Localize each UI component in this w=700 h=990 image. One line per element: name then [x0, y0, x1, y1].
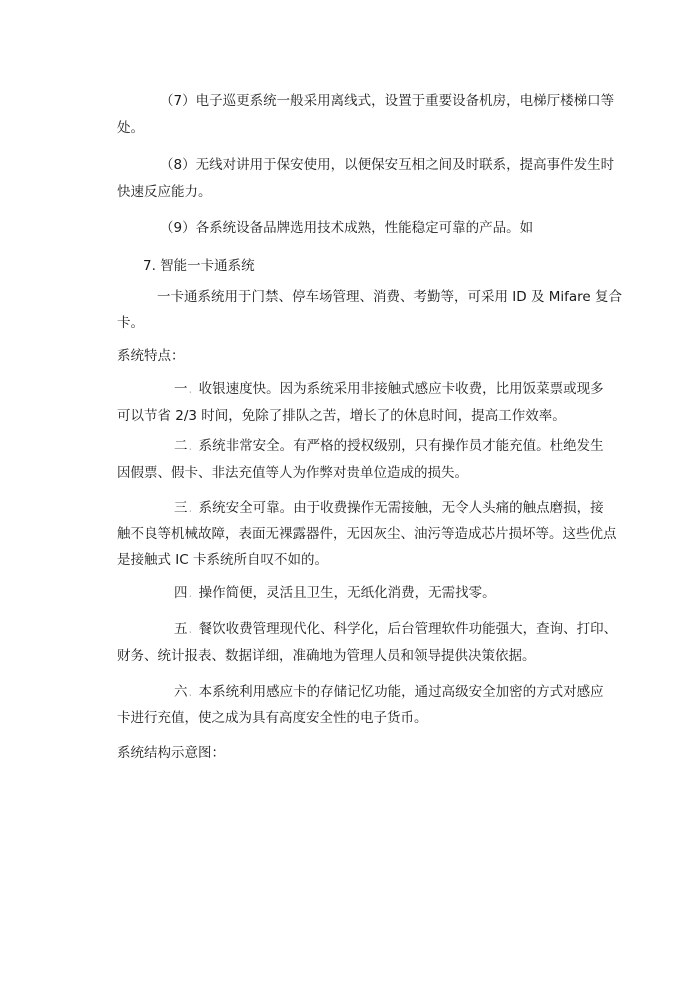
feature-6-separator: . — [188, 685, 193, 699]
feature-3-line-2: 触不良等机械故障，表面无裸露器件，无因灰尘、油污等造成芯片损坏等。这些优点 — [117, 526, 617, 542]
item-7-line-1: （7）电子巡更系统一般采用离线式，设置于重要设备机房，电梯厅楼梯口等 — [160, 93, 615, 109]
feature-2-line-1 — [174, 437, 604, 455]
features-heading: 系统特点： — [117, 348, 185, 364]
item-9-line-1: （9）各系统设备品牌选用技术成熟，性能稳定可靠的产品。如 — [160, 220, 534, 236]
feature-6-text: 本系统利用感应卡的存储记忆功能，通过高级安全加密的方式对感应 — [198, 684, 604, 700]
item-8-line-2: 快速反应能力。 — [117, 184, 212, 200]
feature-3-number: 三 — [174, 500, 188, 516]
feature-3-text: 系统安全可靠。由于收费操作无需接触，无令人头痛的触点磨损，接 — [198, 500, 604, 516]
feature-3-separator: . — [188, 501, 193, 515]
item-7-line-2: 处。 — [117, 120, 144, 136]
intro-line-1: 一卡通系统用于门禁、停车场管理、消费、考勤等，可采用 ID 及 Mifare 复合 — [157, 289, 623, 305]
feature-1-number: 一 — [174, 381, 188, 397]
feature-6-line-2: 卡进行充值，使之成为具有高度安全性的电子货币。 — [117, 710, 428, 726]
feature-4-number: 四 — [174, 585, 188, 601]
feature-5-number: 五 — [174, 621, 188, 637]
feature-4-text: 操作简便，灵活且卫生，无纸化消费，无需找零。 — [198, 585, 496, 601]
feature-6-number: 六 — [174, 684, 188, 700]
feature-2-line-2: 因假票、假卡、非法充值等人为作弊对贵单位造成的损失。 — [117, 465, 468, 481]
feature-2-text: 系统非常安全。有严格的授权级别，只有操作员才能充值。杜绝发生 — [198, 438, 604, 454]
section-heading: 7. 智能一卡通系统 — [143, 258, 255, 274]
feature-4-separator: . — [188, 586, 193, 600]
feature-6-line-1 — [174, 683, 604, 701]
feature-1-line-1 — [174, 380, 604, 398]
feature-2-number: 二 — [174, 438, 188, 454]
feature-4-line-1 — [174, 584, 496, 602]
item-8-line-1: （8）无线对讲用于保安使用，以便保安互相之间及时联系，提高事件发生时 — [160, 157, 615, 173]
feature-3-line-1 — [174, 499, 604, 517]
feature-5-line-1 — [174, 620, 617, 638]
feature-1-separator: . — [188, 382, 193, 396]
feature-5-separator: . — [188, 622, 193, 636]
feature-2-separator: . — [188, 439, 193, 453]
feature-1-line-2: 可以节省 2/3 时间，免除了排队之苦，增长了的休息时间，提高工作效率。 — [117, 408, 566, 424]
feature-3-line-3: 是接触式 IC 卡系统所自叹不如的。 — [117, 552, 328, 568]
intro-line-2: 卡。 — [117, 315, 144, 331]
feature-1-text: 收银速度快。因为系统采用非接触式感应卡收费，比用饭菜票或现多 — [198, 381, 604, 397]
structure-heading: 系统结构示意图： — [117, 745, 225, 761]
feature-5-text: 餐饮收费管理现代化、科学化，后台管理软件功能强大，查询、打印、 — [198, 621, 618, 637]
feature-5-line-2: 财务、统计报表、数据详细，准确地为管理人员和领导提供决策依据。 — [117, 648, 536, 664]
